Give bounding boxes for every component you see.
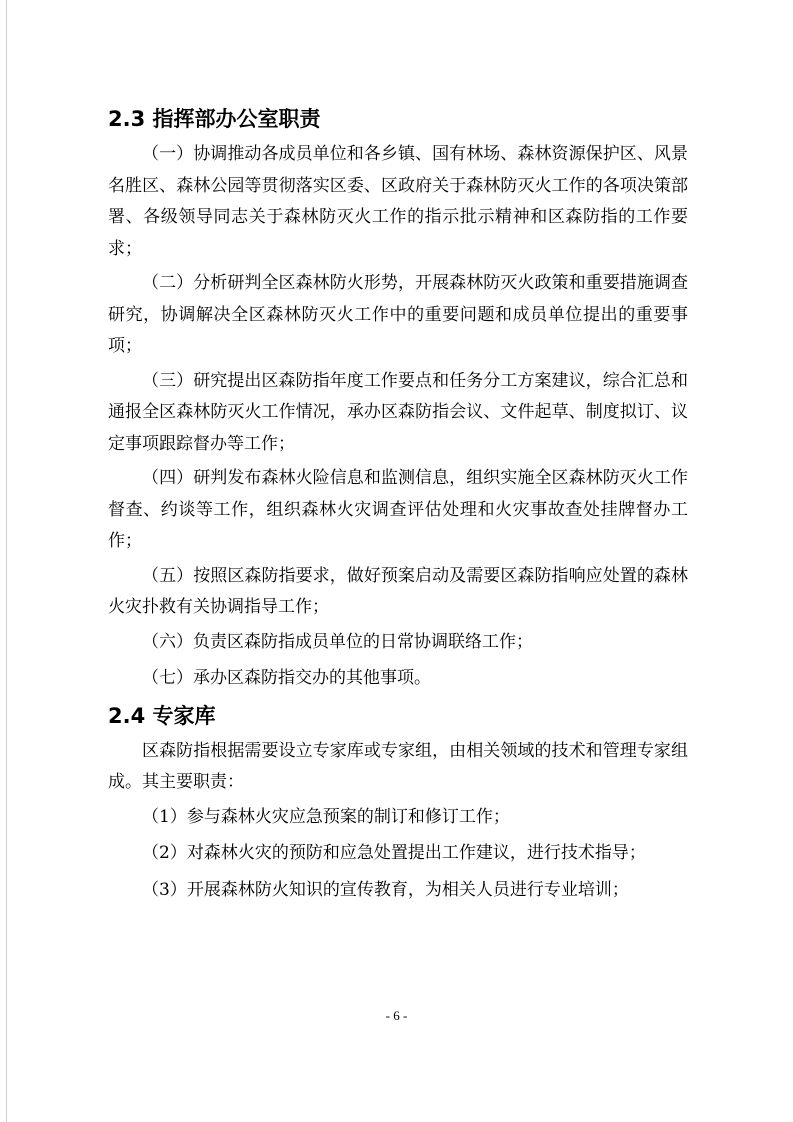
- paragraph-expert-duty-1: （1）参与森林火灾应急预案的制订和修订工作；: [142, 806, 510, 827]
- paragraph-duty-5: （五）按照区森防指要求，做好预案启动及需要区森防指响应处置的森林火灾扑救有关协调指导工作；: [108, 565, 688, 617]
- paragraph-duty-1: （一）协调推动各成员单位和各乡镇、国有林场、森林资源保护区、风景名胜区、森林公园等贯彻落实区委、区政府关于森林防灭火工作的各项决策部署、各级领导同志关于森林防灭火工作的指示批示精神和区森防指的工作要求；: [108, 144, 688, 259]
- paragraph-expert-duty-2: （2）对森林火灾的预防和应急处置提出工作建议，进行技术指导；: [142, 843, 646, 863]
- section-heading-2-4: 2.4 专家库: [108, 703, 216, 728]
- scan-edge-line: [6, 0, 7, 1122]
- paragraph-duty-3: （三）研究提出区森防指年度工作要点和任务分工方案建议，综合汇总和通报全区森林防灭火工作情况，承办区森防指会议、文件起草、制度拟订、议定事项跟踪督办等工作；: [108, 370, 688, 454]
- page-content: [108, 103, 688, 911]
- section-heading-2-3: 2.3 指挥部办公室职责: [108, 107, 321, 131]
- page-number: - 6 -: [385, 1008, 408, 1023]
- paragraph-duty-7: （七）承办区森防指交办的其他事项。: [142, 668, 431, 688]
- paragraph-duty-2: （二）分析研判全区森林防火形势，开展森林防灭火政策和重要措施调查研究，协调解决全区森林防灭火工作中的重要问题和成员单位提出的重要事项；: [108, 273, 688, 356]
- paragraph-expert-duty-3: （3）开展森林防火知识的宣传教育，为相关人员进行专业培训；: [142, 879, 629, 900]
- paragraph-duty-6: （六）负责区森防指成员单位的日常协调联络工作；: [142, 631, 533, 652]
- paragraph-duty-4: （四）研判发布森林火险信息和监测信息，组织实施全区森林防灭火工作督查、约谈等工作，组织森林火灾调查评估处理和火灾事故查处挂牌督办工作；: [108, 468, 688, 551]
- paragraph-expert-intro: 区森防指根据需要设立专家库或专家组，由相关领域的技术和管理专家组成。其主要职责：: [108, 740, 688, 792]
